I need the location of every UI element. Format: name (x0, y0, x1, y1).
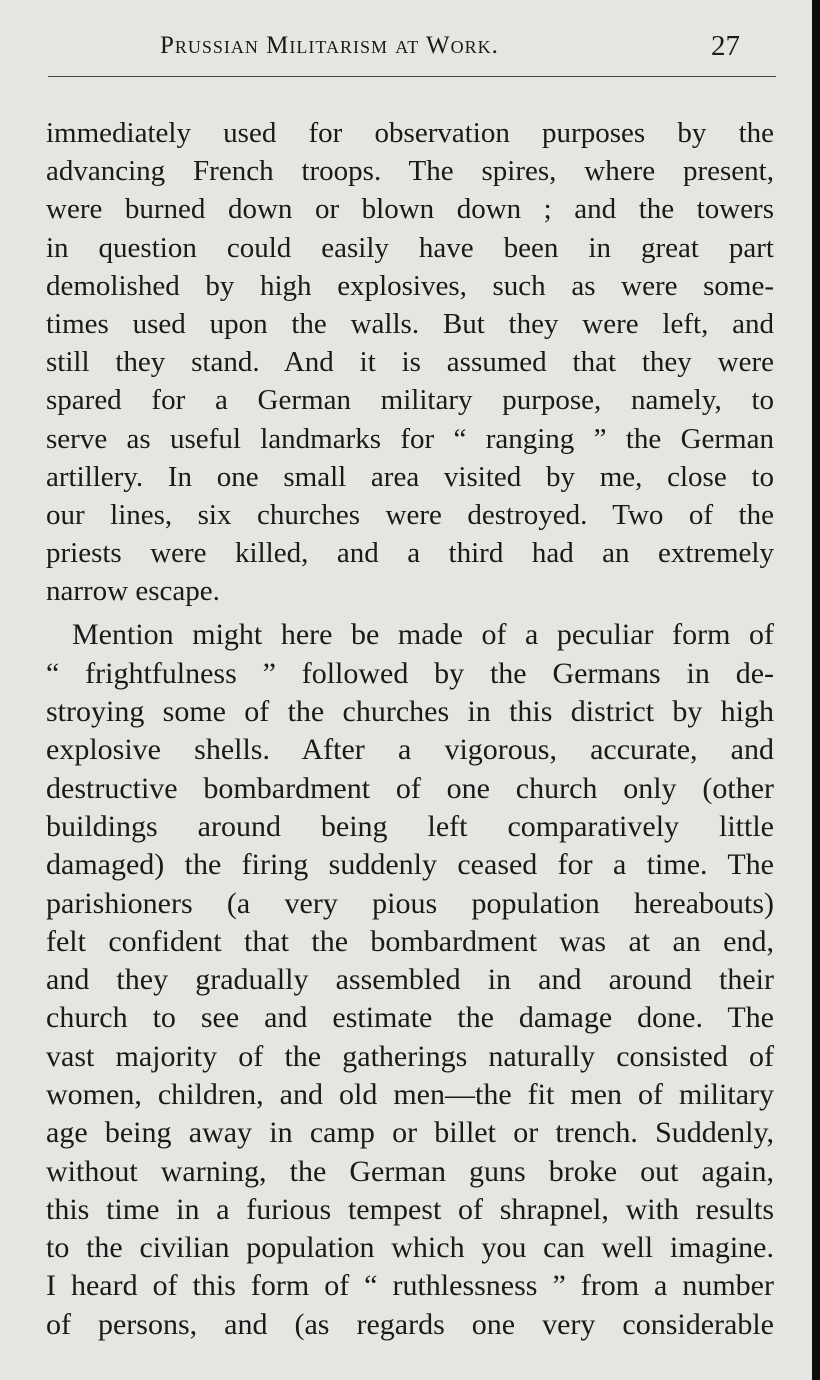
text-line: to the civilian population which you can well imagine. (46, 1231, 774, 1265)
text-line: explosive shells. After a vigorous, accurate, and (46, 733, 774, 767)
text-line: demolished by high explosives, such as were some- (46, 269, 774, 302)
text-line: women, children, and old men—the fit men of military (46, 1078, 774, 1111)
body-text (46, 114, 774, 1344)
text-line: Mention might here be made of a peculiar form of (72, 618, 774, 652)
text-line: age being away in camp or billet or trench. Suddenly, (46, 1116, 774, 1150)
text-line: artillery. In one small area visited by me, close to (46, 460, 774, 493)
text-line: in question could easily have been in great part (46, 231, 774, 264)
running-title: Prussian Militarism at Work. (160, 32, 499, 59)
text-line: vast majority of the gatherings naturally consisted of (46, 1039, 774, 1073)
text-line: were burned down or blown down ; and the towers (46, 193, 774, 226)
text-line: parishioners (a very pious population hereabouts) (46, 886, 774, 920)
text-line: immediately used for observation purposes by the (46, 117, 774, 149)
text-line: “ frightfulness ” followed by the Germans in de- (46, 656, 774, 690)
text-line: stroying some of the churches in this district by high (46, 695, 774, 729)
text-line: still they stand. And it is assumed that they were (46, 346, 774, 379)
text-line: I heard of this form of “ ruthlessness ” from a number (46, 1269, 774, 1303)
paragraph (46, 114, 774, 610)
text-line: without warning, the German guns broke out again, (46, 1154, 774, 1188)
running-head (150, 30, 750, 68)
text-line: serve as useful landmarks for “ ranging ” the German (46, 422, 774, 455)
text-line: advancing French troops. The spires, where present, (46, 155, 774, 188)
text-line: priests were killed, and a third had an extremely (46, 537, 774, 570)
paragraph (46, 616, 774, 1344)
text-line: this time in a furious tempest of shrapnel, with results (46, 1192, 774, 1226)
text-line: felt confident that the bombardment was at an end, (46, 924, 774, 958)
text-line: damaged) the firing suddenly ceased for a time. The (46, 848, 774, 882)
text-line: church to see and estimate the damage done. The (46, 1001, 774, 1035)
text-line: buildings around being left comparatively little (46, 809, 774, 843)
text-line: destructive bombardment of one church only (other (46, 771, 774, 805)
text-line: spared for a German military purpose, namely, to (46, 384, 774, 417)
text-line: times used upon the walls. But they were left, and (46, 307, 774, 340)
page-number: 27 (711, 30, 740, 62)
text-line: narrow escape. (46, 575, 220, 608)
header-rule (48, 76, 776, 77)
text-line: of persons, and (as regards one very considerable (46, 1307, 774, 1341)
text-line: and they gradually assembled in and around their (46, 963, 774, 997)
text-line: our lines, six churches were destroyed. Two of the (46, 498, 774, 531)
